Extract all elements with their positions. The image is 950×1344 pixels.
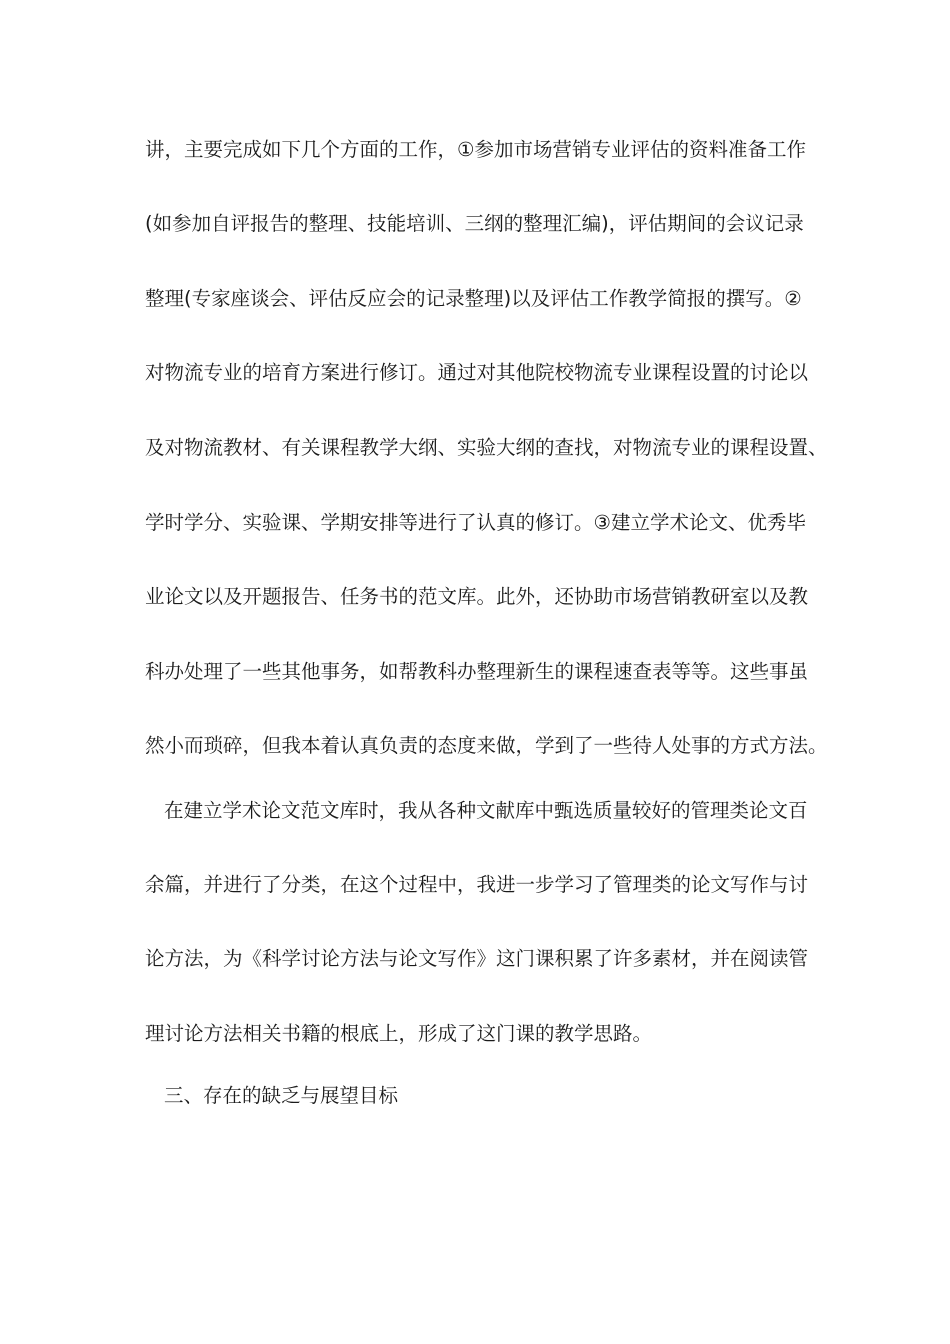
paragraph-line-11: 余篇，并进行了分类，在这个过程中，我进一步学习了管理类的论文写作与讨	[145, 873, 809, 896]
paragraph-line-1: 讲，主要完成如下几个方面的工作，①参加市场营销专业评估的资料准备工作	[145, 138, 806, 161]
paragraph-line-8: 科办处理了一些其他事务，如帮教科办整理新生的课程速查表等等。这些事虽	[145, 660, 809, 683]
paragraph-line-5: 及对物流教材、有关课程教学大纲、实验大纲的查找，对物流专业的课程设置、	[145, 436, 828, 459]
paragraph-line-13: 理讨论方法相关书籍的根底上，形成了这门课的教学思路。	[145, 1022, 653, 1045]
paragraph-line-6: 学时学分、实验课、学期安排等进行了认真的修订。③建立学术论文、优秀毕	[145, 511, 806, 534]
section-heading: 三、存在的缺乏与展望目标	[164, 1084, 399, 1107]
paragraph-line-12: 论方法，为《科学讨论方法与论文写作》这门课积累了许多素材，并在阅读管	[145, 947, 809, 970]
paragraph-line-10: 在建立学术论文范文库时，我从各种文献库中甄选质量较好的管理类论文百	[164, 799, 808, 822]
paragraph-line-9: 然小而琐碎，但我本着认真负责的态度来做，学到了一些待人处事的方式方法。	[145, 734, 828, 757]
paragraph-line-3: 整理(专家座谈会、评估反应会的记录整理)以及评估工作教学简报的撰写。②	[145, 287, 802, 310]
paragraph-line-7: 业论文以及开题报告、任务书的范文库。此外，还协助市场营销教研室以及教	[145, 585, 809, 608]
paragraph-line-4: 对物流专业的培育方案进行修订。通过对其他院校物流专业课程设置的讨论以	[145, 361, 809, 384]
paragraph-line-2: (如参加自评报告的整理、技能培训、三纲的整理汇编)，评估期间的会议记录	[145, 212, 804, 235]
